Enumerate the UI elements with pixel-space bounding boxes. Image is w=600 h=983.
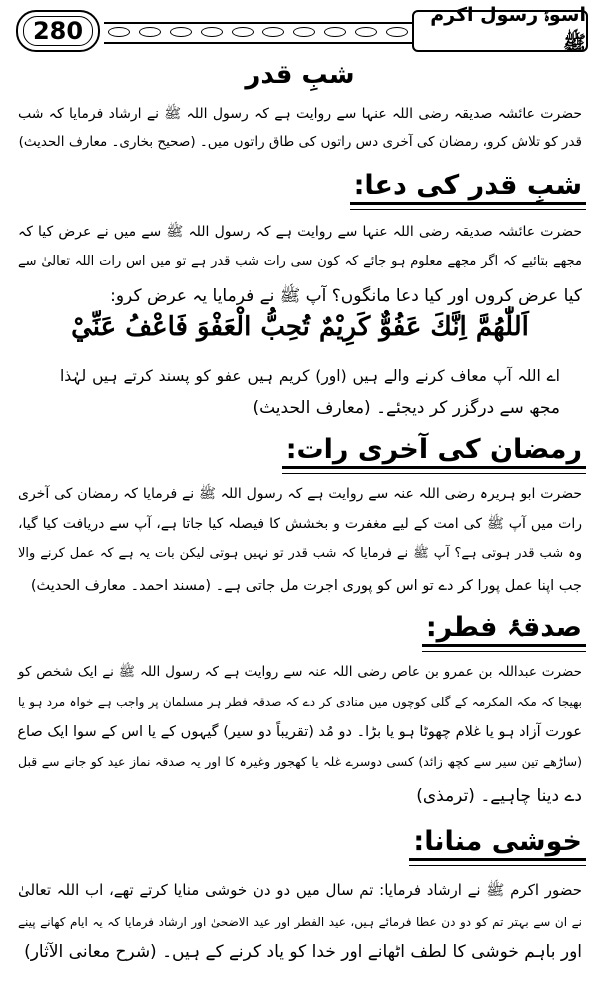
section-heading-ramadan: [282, 434, 586, 469]
section-heading-dua: [350, 170, 586, 205]
paragraph-line: عورت آزاد ہو یا غلام چھوٹا ہو یا بڑا۔ دو مُد (تقریباً دو سیر) گیہوں کے یا اس کے سوا ایک صاع: [17, 724, 582, 740]
paragraph-line: حضرت عبداللہ بن عمرو بن عاص رضی اللہ عنہ سے روایت ہے کہ رسول اللہ ﷺ نے ایک شخص کو: [18, 664, 582, 680]
section-heading-text: رمضان کی آخری رات:: [285, 434, 582, 465]
paragraph-line: اور باہم خوشی کا لطف اٹھانے اور خدا کو یاد کرنے کے ہیں۔ (شرح معانی الآثار): [24, 942, 582, 962]
page-header: [8, 6, 592, 54]
arabic-dua: اَللّٰهُمَّ اِنَّكَ عَفُوٌّ كَرِيْمٌ تُحِبُّ الْعَفْوَ فَاعْفُ عَنِّيْ: [71, 312, 529, 342]
paragraph-line: حضور اکرم ﷺ نے ارشاد فرمایا: تم سال میں دو دن خوشی منایا کرتے تھے، اب اللہ تعالیٰ: [18, 881, 582, 899]
running-title: اسوۂ رسول اکرم ﷺ: [412, 10, 588, 52]
intro-line: حضرت عائشہ صدیقہ رضی اللہ عنہا سے روایت ہے کہ رسول اللہ ﷺ نے ارشاد فرمایا کہ شب: [18, 106, 582, 122]
section-heading-text: صدقۂ فطر:: [425, 612, 582, 643]
paragraph-line: رات میں آپ ﷺ کی امت کے لیے مغفرت و بخشش کا فیصلہ کیا جاتا ہے، آپ سے دریافت کیا گیا،: [18, 516, 582, 532]
page-number: 280: [23, 16, 93, 46]
paragraph-line: حضرت ابو ہریرہ رضی اللہ عنہ سے روایت ہے کہ رسول اللہ ﷺ نے فرمایا کہ رمضان کی آخری: [18, 486, 582, 502]
section-heading-text: خوشی منانا:: [413, 826, 582, 857]
paragraph-line: مجھے بتائیے کہ اگر مجھے معلوم ہو جائے کہ کون سی رات شب قدر ہے تو میں اس رات اللہ تعالیٰ سے: [18, 254, 582, 269]
translation-line: مجھ سے درگزر کر دیجئے۔ (معارف الحدیث): [252, 398, 560, 418]
section-heading-khushi: [409, 826, 586, 861]
paragraph-line: نے ان سے بہتر تم کو دو دن عطا فرمائے ہیں، عید الفطر اور عید الاضحیٰ اور ارشاد فرمایا کہ یہ ایام کھانے پینے: [18, 915, 582, 929]
translation-line: اے اللہ آپ معاف کرنے والے ہیں (اور) کریم ہیں عفو کو پسند کرتے ہیں لہٰذا: [60, 367, 560, 385]
paragraph-line: بھیجا کہ مکہ المکرمہ کے گلی کوچوں میں منادی کر دے کہ صدقہ فطر ہر مسلمان پر واجب ہے خواہ مرد ہو یا: [18, 695, 582, 709]
paragraph-line: حضرت عائشہ صدیقہ رضی اللہ عنہا سے روایت ہے کہ رسول اللہ ﷺ سے میں نے عرض کیا کہ: [18, 224, 582, 240]
paragraph-line: کیا عرض کروں اور کیا دعا مانگوں؟ آپ ﷺ نے فرمایا یہ عرض کرو:: [110, 286, 582, 306]
paragraph-line: دے دینا چاہیے۔ (ترمذی): [416, 786, 582, 806]
page-number-badge: [16, 10, 100, 52]
section-heading-text: شبِ قدر کی دعا:: [353, 170, 582, 201]
paragraph-line: جب اپنا عمل پورا کر دے تو اس کو پوری اجرت مل جاتی ہے۔ (مسند احمد۔ معارف الحدیث): [30, 578, 582, 594]
paragraph-line: (ساڑھے تین سیر سے کچھ زائد) کسی دوسرے غلہ یا کھجور وغیرہ کا اور یہ صدقہ نماز عید کو جانے سے قبل: [18, 754, 582, 769]
page-title: شبِ قدر: [245, 60, 355, 90]
intro-line: قدر کو تلاش کرو، رمضان کی آخری دس راتوں کی طاق راتوں میں۔ (صحیح بخاری۔ معارف الحدیث): [18, 134, 582, 150]
section-heading-sadqa-fitr: [422, 612, 586, 647]
decorative-chain-border: [104, 22, 412, 44]
paragraph-line: وہ شب قدر ہوتی ہے؟ آپ ﷺ نے فرمایا کہ شب قدر تو نہیں ہوتی لیکن بات یہ ہے کہ عمل کرنے والا: [18, 546, 582, 561]
